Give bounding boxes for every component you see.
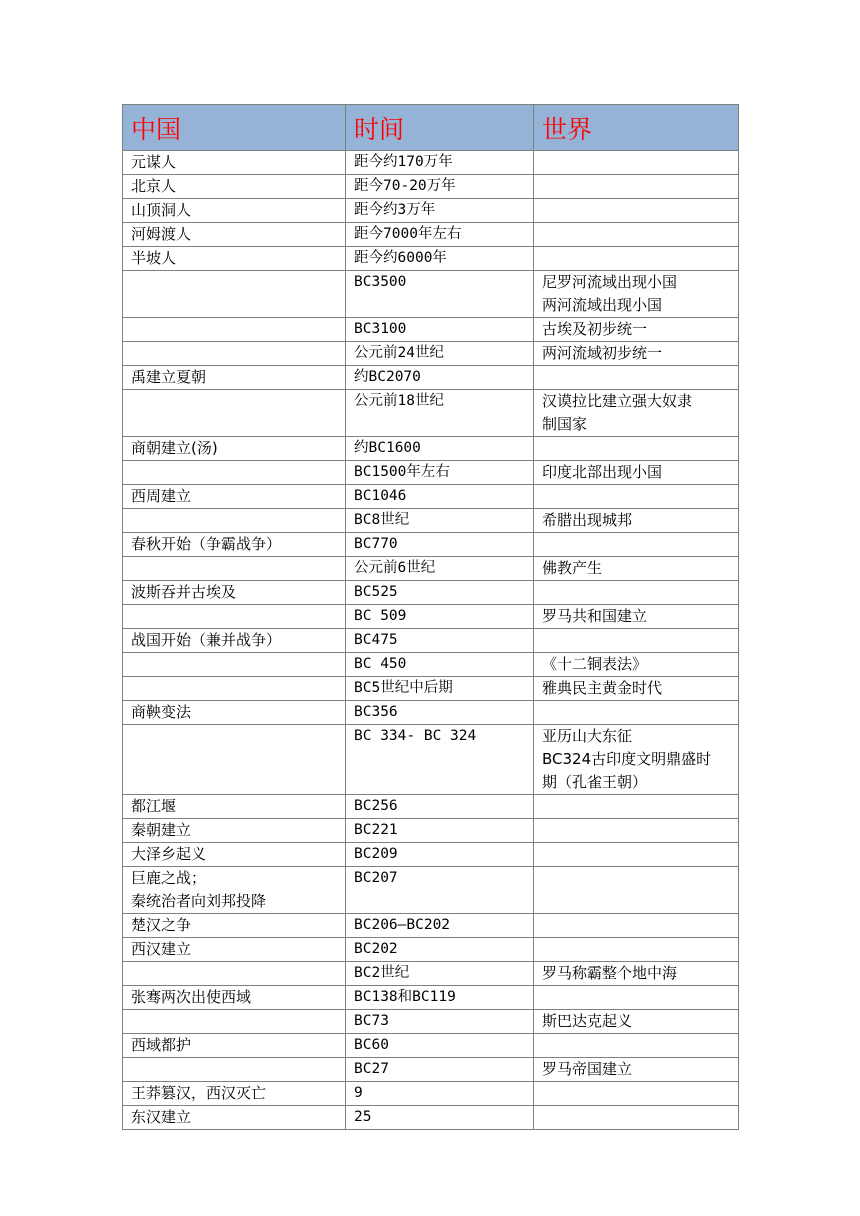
china-cell: 大泽乡起义	[123, 843, 346, 867]
history-timeline-table	[122, 104, 739, 1130]
time-cell: 9	[346, 1082, 534, 1106]
time-cell: 距今约3万年	[346, 199, 534, 223]
time-cell: BC73	[346, 1010, 534, 1034]
world-cell: 两河流域初步统一	[534, 342, 739, 366]
time-cell: BC27	[346, 1058, 534, 1082]
table-row	[123, 701, 739, 725]
china-cell: 山顶洞人	[123, 199, 346, 223]
table-row	[123, 795, 739, 819]
table-row	[123, 485, 739, 509]
world-cell	[534, 581, 739, 605]
time-cell: BC 509	[346, 605, 534, 629]
table-row	[123, 1034, 739, 1058]
world-cell: 《十二铜表法》	[534, 653, 739, 677]
world-cell: 斯巴达克起义	[534, 1010, 739, 1034]
time-cell: BC3100	[346, 318, 534, 342]
world-cell: 罗马共和国建立	[534, 605, 739, 629]
table-row	[123, 533, 739, 557]
time-cell: BC8世纪	[346, 509, 534, 533]
time-cell: 公元前6世纪	[346, 557, 534, 581]
world-cell: 印度北部出现小国	[534, 461, 739, 485]
world-cell: 希腊出现城邦	[534, 509, 739, 533]
world-cell	[534, 938, 739, 962]
world-cell: 尼罗河流域出现小国 两河流域出现小国	[534, 271, 739, 318]
china-cell	[123, 509, 346, 533]
table-row	[123, 962, 739, 986]
china-cell	[123, 390, 346, 437]
time-cell: 25	[346, 1106, 534, 1130]
time-cell: 距今7000年左右	[346, 223, 534, 247]
table-row	[123, 223, 739, 247]
table-row	[123, 1106, 739, 1130]
time-cell: BC138和BC119	[346, 986, 534, 1010]
table-row	[123, 653, 739, 677]
china-cell	[123, 653, 346, 677]
world-cell: 佛教产生	[534, 557, 739, 581]
china-cell: 半坡人	[123, 247, 346, 271]
china-cell	[123, 725, 346, 795]
china-cell: 商朝建立(汤)	[123, 437, 346, 461]
time-cell: BC 450	[346, 653, 534, 677]
time-cell: BC60	[346, 1034, 534, 1058]
china-cell	[123, 1010, 346, 1034]
world-cell	[534, 485, 739, 509]
china-cell	[123, 1058, 346, 1082]
time-cell: BC202	[346, 938, 534, 962]
table-row	[123, 247, 739, 271]
table-row	[123, 629, 739, 653]
world-cell	[534, 437, 739, 461]
china-cell: 禹建立夏朝	[123, 366, 346, 390]
table-row	[123, 605, 739, 629]
time-cell: BC356	[346, 701, 534, 725]
table-row	[123, 390, 739, 437]
china-cell: 商鞅变法	[123, 701, 346, 725]
world-cell	[534, 629, 739, 653]
world-cell: 罗马帝国建立	[534, 1058, 739, 1082]
table-row	[123, 271, 739, 318]
china-cell: 西周建立	[123, 485, 346, 509]
china-cell: 秦朝建立	[123, 819, 346, 843]
time-cell: BC1046	[346, 485, 534, 509]
table-row	[123, 199, 739, 223]
table-row	[123, 509, 739, 533]
world-cell	[534, 223, 739, 247]
table-row	[123, 843, 739, 867]
table-row	[123, 986, 739, 1010]
table-row	[123, 342, 739, 366]
china-cell: 西域都护	[123, 1034, 346, 1058]
world-cell	[534, 867, 739, 914]
china-cell: 楚汉之争	[123, 914, 346, 938]
table-row	[123, 557, 739, 581]
china-cell: 东汉建立	[123, 1106, 346, 1130]
time-cell: 公元前18世纪	[346, 390, 534, 437]
table-row	[123, 581, 739, 605]
table-row	[123, 867, 739, 914]
china-cell	[123, 605, 346, 629]
world-cell: 罗马称霸整个地中海	[534, 962, 739, 986]
china-cell	[123, 557, 346, 581]
world-cell: 古埃及初步统一	[534, 318, 739, 342]
world-cell	[534, 914, 739, 938]
time-cell: 距今70-20万年	[346, 175, 534, 199]
world-cell	[534, 986, 739, 1010]
world-cell	[534, 151, 739, 175]
time-cell: BC 334- BC 324	[346, 725, 534, 795]
world-cell	[534, 1082, 739, 1106]
time-cell: BC221	[346, 819, 534, 843]
world-cell	[534, 199, 739, 223]
time-cell: BC1500年左右	[346, 461, 534, 485]
world-cell	[534, 175, 739, 199]
world-cell	[534, 366, 739, 390]
china-cell: 元谋人	[123, 151, 346, 175]
time-cell: 约BC2070	[346, 366, 534, 390]
world-cell	[534, 843, 739, 867]
time-cell: BC209	[346, 843, 534, 867]
table-row	[123, 1010, 739, 1034]
table-row	[123, 725, 739, 795]
table-row	[123, 175, 739, 199]
table-row	[123, 819, 739, 843]
china-cell: 河姆渡人	[123, 223, 346, 247]
table-row	[123, 938, 739, 962]
time-cell: BC207	[346, 867, 534, 914]
table-body	[123, 151, 739, 1130]
time-cell: 距今约170万年	[346, 151, 534, 175]
world-cell: 雅典民主黄金时代	[534, 677, 739, 701]
time-cell: 距今约6000年	[346, 247, 534, 271]
time-cell: BC525	[346, 581, 534, 605]
time-cell: 约BC1600	[346, 437, 534, 461]
world-cell	[534, 819, 739, 843]
china-cell: 北京人	[123, 175, 346, 199]
china-cell: 王莽篡汉，西汉灭亡	[123, 1082, 346, 1106]
time-cell: BC3500	[346, 271, 534, 318]
world-cell	[534, 533, 739, 557]
world-cell	[534, 795, 739, 819]
time-cell: BC5世纪中后期	[346, 677, 534, 701]
world-cell: 汉谟拉比建立强大奴隶 制国家	[534, 390, 739, 437]
china-cell: 春秋开始（争霸战争）	[123, 533, 346, 557]
world-cell: 亚历山大东征 BC324古印度文明鼎盛时 期（孔雀王朝）	[534, 725, 739, 795]
table-row	[123, 914, 739, 938]
header-row	[123, 105, 739, 151]
world-cell	[534, 247, 739, 271]
time-cell: BC2世纪	[346, 962, 534, 986]
china-cell: 战国开始（兼并战争）	[123, 629, 346, 653]
china-cell	[123, 962, 346, 986]
table-row	[123, 677, 739, 701]
header-time: 时间	[346, 105, 534, 151]
china-cell: 都江堰	[123, 795, 346, 819]
table-row	[123, 437, 739, 461]
china-cell	[123, 271, 346, 318]
header-world: 世界	[534, 105, 739, 151]
china-cell: 西汉建立	[123, 938, 346, 962]
table-row	[123, 366, 739, 390]
table-row	[123, 1058, 739, 1082]
time-cell: BC475	[346, 629, 534, 653]
china-cell	[123, 342, 346, 366]
time-cell: BC770	[346, 533, 534, 557]
china-cell	[123, 318, 346, 342]
china-cell	[123, 461, 346, 485]
china-cell: 张骞两次出使西域	[123, 986, 346, 1010]
china-cell: 巨鹿之战； 秦统治者向刘邦投降	[123, 867, 346, 914]
table-row	[123, 151, 739, 175]
world-cell	[534, 701, 739, 725]
table-row	[123, 1082, 739, 1106]
china-cell: 波斯吞并古埃及	[123, 581, 346, 605]
header-china: 中国	[123, 105, 346, 151]
world-cell	[534, 1034, 739, 1058]
time-cell: BC256	[346, 795, 534, 819]
table-row	[123, 461, 739, 485]
world-cell	[534, 1106, 739, 1130]
time-cell: 公元前24世纪	[346, 342, 534, 366]
china-cell	[123, 677, 346, 701]
table-row	[123, 318, 739, 342]
time-cell: BC206—BC202	[346, 914, 534, 938]
